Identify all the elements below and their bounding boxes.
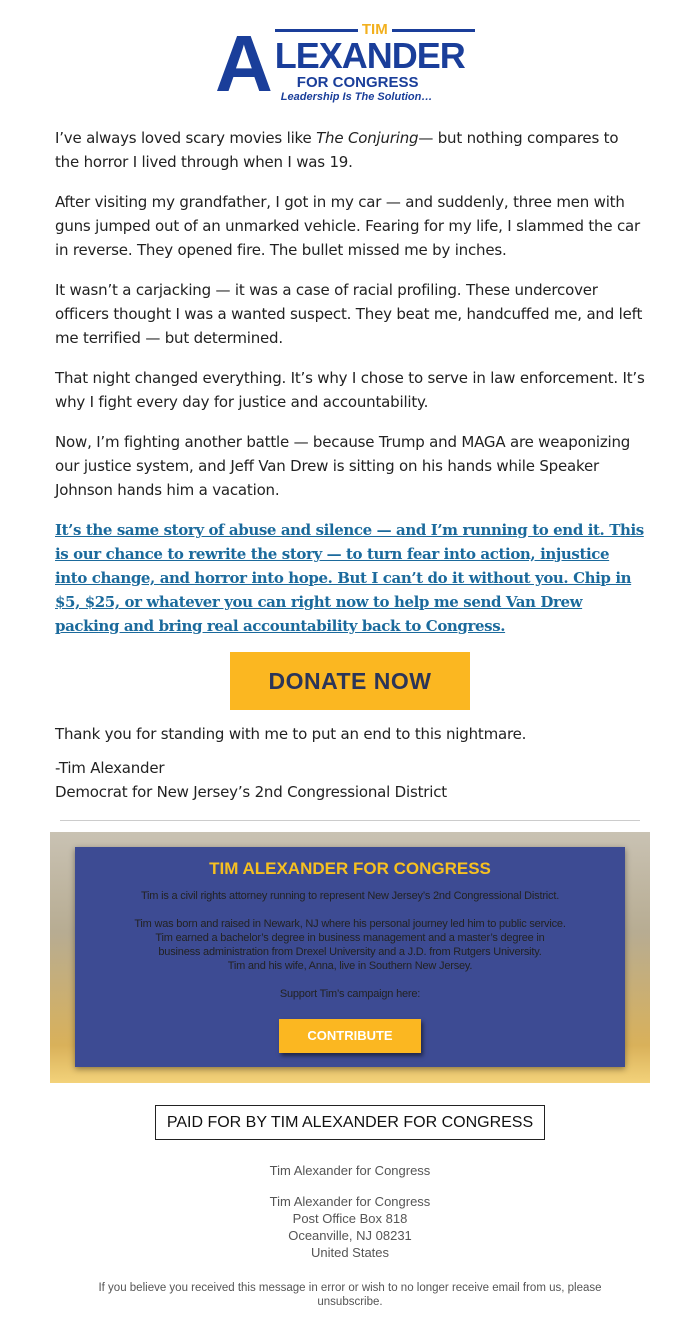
bio-banner [50,832,650,1083]
email-body [55,126,645,804]
paragraph-5: Now, I’m fighting another battle — because Trump and MAGA are weaponizing our justice system, and Jeff Van Drew is sitting on his hands while Speaker Johnson hands him a vacation. [55,433,631,499]
bio-line: Tim is a civil rights attorney running to represent New Jersey’s 2nd Congressional District. [140,890,560,902]
bio-panel [75,847,625,1067]
paid-for-disclaimer: PAID FOR BY TIM ALEXANDER FOR CONGRESS [155,1105,545,1140]
footer-address [0,1193,700,1261]
logo-last-name: LEXANDER [274,35,465,76]
address-name: Tim Alexander for Congress [269,1194,431,1209]
paragraph-3: It wasn’t a carjacking — it was a case of racial profiling. These undercover officers thought I was a wanted suspect. They beat me, handcuffed me, and left me terrified — but determined. [55,281,643,347]
logo-sub: FOR CONGRESS [296,74,419,91]
unsubscribe-text: If you believe you received this message in error or wish to no longer receive email from us, please [98,1282,602,1294]
unsubscribe-notice [70,1281,630,1309]
paragraph-1 [55,126,645,174]
logo-rule [275,29,358,32]
banner-title: TIM ALEXANDER FOR CONGRESS [209,859,491,878]
bio-line: Tim was born and raised in Newark, NJ where his personal journey led him to public service. [134,918,566,930]
signature-title: Democrat for New Jersey’s 2nd Congressional District [55,783,447,801]
address-line: Oceanville, NJ 08231 [288,1228,412,1243]
paragraph-2: After visiting my grandfather, I got in my car — and suddenly, three men with guns jumped out of an unmarked vehicle. Fearing for my life, I slammed the car in reverse. They opened fire. The bullet missed me by inches. [55,193,640,259]
support-text: Support Tim’s campaign here: [279,988,421,1000]
text: — but nothing compares to the horror I lived through when I was 19. [55,129,619,171]
address-line: United States [310,1245,390,1260]
bio-line: business administration from Drexel University and a J.D. from Rutgers University. [158,946,542,958]
logo-tagline: Leadership Is The Solution… [280,91,433,103]
signature-name: -Tim Alexander [55,759,165,777]
donate-now-button[interactable]: DONATE NOW [230,652,470,710]
divider [60,820,640,821]
paragraph-4: That night changed everything. It’s why I chose to serve in law enforcement. It’s why I fight every day for justice and accountability. [55,369,645,411]
bio-line: Tim and his wife, Anna, live in Southern New Jersey. [227,960,473,972]
bio-line: Tim earned a bachelor’s degree in business management and a master’s degree in [155,932,545,944]
logo-rule [392,29,475,32]
movie-title: The Conjuring [316,129,419,147]
footer-org: Tim Alexander for Congress [269,1163,431,1178]
campaign-logo [215,14,485,108]
logo-text-column [275,22,475,104]
text: I’ve always loved scary movies like [55,129,317,147]
unsubscribe-link[interactable]: unsubscribe. [317,1296,383,1308]
address-line: Post Office Box 818 [292,1211,408,1226]
logo-first-name: TIM [361,21,388,38]
donate-appeal-link[interactable]: It’s the same story of abuse and silence — and I’m running to end it. This is our chance to rewrite the story — to turn fear into action, injustice into change, and horror into hope. But I can’t do it without you. Chip in $5, $25, or whatever you can right now to help me send Van Drew packing and bring real accountability back to Congress. [55,521,644,635]
contribute-button[interactable]: CONTRIBUTE [279,1019,421,1053]
logo-initial: A [215,19,273,108]
thanks-text: Thank you for standing with me to put an end to this nightmare. [55,725,527,743]
